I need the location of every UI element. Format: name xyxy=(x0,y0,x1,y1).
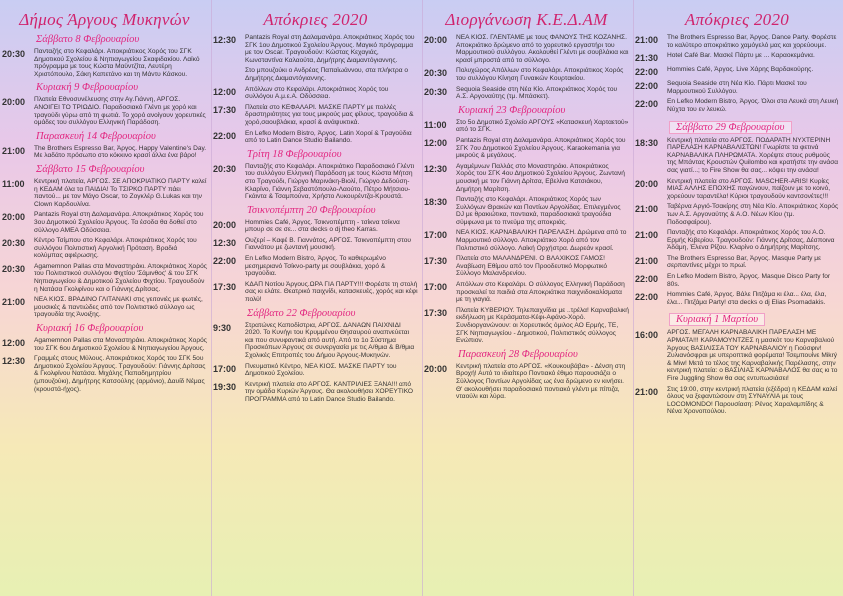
event-time: 17:00 xyxy=(424,230,448,241)
event-item xyxy=(635,34,839,49)
event-time: 18:30 xyxy=(635,137,659,148)
event-time: 20:30 xyxy=(424,86,448,97)
event-description: Pantazis Royal στη Δαλαμανάρα. Αποκριάτικος Χορός του 3ου Δημοτικού Σχολείου Άργους. Τα έσοδα θα δοθεί στο σύλλογο ΑΜΕΑ Οδύσσεια. xyxy=(34,211,204,234)
event-time: 20:00 xyxy=(424,363,448,374)
day-heading: Κυριακή 9 Φεβρουαρίου xyxy=(36,82,139,94)
column-title: Δήμος Άργους Μυκηνών xyxy=(19,10,190,29)
event-item xyxy=(424,34,629,64)
event-description: En Lefko Modern Bistro, Άργος. Masque Disco Party for 80s. xyxy=(667,273,831,288)
column-4 xyxy=(633,0,843,596)
event-time: 20:30 xyxy=(2,263,26,274)
event-time: 17:00 xyxy=(213,363,237,374)
event-time: 21:00 xyxy=(635,35,659,45)
event-item xyxy=(213,163,418,201)
event-description: Πλατεία ΚΥΒΕΡΙΟΥ. Τηλεπαιχνίδια με ..τρέλα! Καρναβαλική εκδήλωση με Κεράσματα-Κέφι-Αφάνο-Χορό. Συνδιοργανώνουν: οι Χορευτικός όμιλος ΑΟ Ερμής, ΤΕ, ΣΓΚ Νηπιαγωγείου - Δημοτικού, Πολιτιστικός σύλλογος Ενώπιον. xyxy=(456,306,629,345)
event-time: 20:30 xyxy=(2,49,26,59)
event-description: Πνευματικό Κέντρο, ΝΕΑ ΚΙΟΣ. ΜΑΣΚΕ ΠΑΡΤΥ του Δημοτικού Σχολείου. xyxy=(245,362,397,378)
event-description: Agamemnon Pallas στα Μοναστηράκι. Αποκριάτικος Χορός του Πολιτιστικού συλλόγου Φιχτίου 'Σάμινθος' & του ΣΓΚ Νηπιαγωγείου & Δημοτικού Σχολείου Φιχτίου. Τραγουδούν η Νατάσα Γκολφίνου και ο Γιάννης Δρίτσας. xyxy=(34,262,207,293)
event-description: Κέντρο Τσίμπου στο Κεφαλάρι. Αποκριάτικος Χορός του συλλόγου Πολιτιστική Αργολική Πρόταση. Βραδιά κολύμπας αφιέρωσης. xyxy=(34,237,197,260)
event-time: 17:30 xyxy=(213,104,237,115)
event-description: The Brothers Espresso Bar, Άργος. Masque Party με σερπαντίνες μέχρι το πρωί. xyxy=(667,254,822,270)
event-item xyxy=(635,386,839,416)
day-heading: Κυριακή 16 Φεβρουαρίου xyxy=(36,323,144,335)
event-time: 20:30 xyxy=(213,163,237,174)
event-time: 17:00 xyxy=(424,282,448,293)
event-description: Κεντρική πλατεία στο ΑΡΓΟΣ. MASCHER-ARIS! Κυρίες ΜΙΑΣ ΑΛΛΗΣ ΕΠΟΧΗΣ παγώνουν, παίζουν με το κοινό, χορεύουν ταραντέλα! Κύριοι τραγουδούν καντσονέτες!!! xyxy=(667,177,831,200)
event-item xyxy=(2,145,207,160)
event-item xyxy=(635,255,839,270)
event-time: 18:30 xyxy=(424,197,448,208)
event-description: Πλατεία στο ΚΕΦΑΛΑΡΙ. ΜΑΣΚΕ ΠΑΡΤΥ με πολλές δραστηριότητες για τους μικρούς μας φίλους, τραγούδια & χορό,σαουβλάκια, κρασί & ανάψυκτικά. xyxy=(245,103,414,126)
event-description: Στο μπουζούκι ο Ανδρέας Παπαϊωάννου, στα πλήκτρα ο Δημήτρης Διαμαντόγιαννης. xyxy=(245,67,409,82)
event-description: Απόλλων στο Κεφαλάρι. Αποκριάτικος Χορός του συλλόγου Α.μ.ε.Α. Οδύσσεια. xyxy=(245,85,389,101)
column-1 xyxy=(0,0,211,596)
event-time xyxy=(213,67,245,82)
event-description: Sequoia Seaside στη Νέα Κίο. Αποκριάτικος Χορός του Α.Σ. Αργοναύτης (τμ. Μπάσκετ). xyxy=(456,85,618,101)
event-time: 17:30 xyxy=(213,281,237,292)
event-time: 11:00 xyxy=(2,178,25,189)
event-time: 22:00 xyxy=(635,292,659,303)
event-time: 21:00 xyxy=(635,255,659,266)
event-description: Ταβέρνα Αργιό-Τσακίρης στη Νέα Κίο. Αποκριάτικος Χορός των Α.Σ. Αργοναύτης & Α.Ο. Νέων Κίου (τμ. Ποδοσφαίρου). xyxy=(667,203,839,226)
event-time: 20:30 xyxy=(424,68,448,79)
event-item xyxy=(635,291,839,306)
event-time: 12:30 xyxy=(213,35,237,45)
event-item xyxy=(635,178,839,201)
event-time: 22:00 xyxy=(213,130,237,141)
event-description: Pantazis Royal στη Δαλαμανάρα. Αποκριάτικος Χορός του ΣΓΚ 1ου Δημοτικού Σχολείου Άργους. Μαγικό πρόγραμμα με τον Oscar. Τραγουδούν: Κώστας Κεχαγιάς, Κωνσταντίνα Καλαούτα, Δημήτρης Διαμαντόγιαννης. xyxy=(245,34,415,64)
event-description: Hommies Café, Άργος. Βάλε Πιτζάμα κι έλα... έλα, έλα, έλα... Πιτζάμα Party! στα decks ο dj Elias Psomadakis. xyxy=(667,291,827,306)
event-description: Πλατεία στο ΜΑΛΑΝΔΡΕΝΙ. Ο ΒΛΑΧΙΚΟΣ ΓΑΜΟΣ! Αναβίωση Εθίμου από τον Προοδευτικό Μορφωτικό Σύλλογο Μαλανδρενίου. xyxy=(456,255,608,278)
event-item xyxy=(213,255,418,278)
event-time: 20:00 xyxy=(424,35,448,45)
event-item xyxy=(213,281,418,304)
event-time: 22:00 xyxy=(635,67,659,78)
day-heading: Κυριακή 23 Φεβρουαρίου xyxy=(458,104,566,116)
event-time: 21:00 xyxy=(635,230,659,241)
day-heading: Τρίτη 18 Φεβρουαρίου xyxy=(247,148,342,160)
event-time: 21:00 xyxy=(2,297,26,308)
event-description: Πολυχώρος Απόλλων στο Κεφαλάρι. Αποκριάτικος Χορός του συλλόγου Κίνηση Γυναικών Κουρτακίου. xyxy=(456,67,624,82)
event-description: Agamemnon Pallas στα Μοναστηράκι. Αποκριάτικος Χορός του ΣΓΚ 6ου Δημοτικού Σχολείου & Νηπιαγωγείου Άργους. xyxy=(34,337,207,352)
event-description: En Lefko Modern Bistro, Άργος. Όλοι στα Λευκά στη Λευκή Νύχτα του εν λευκώ. xyxy=(667,98,839,113)
event-time: 21:00 xyxy=(2,145,26,156)
event-description: ΝΕΑ ΚΙΟΣ. ΓΛΕΝΤΑΜΕ με τους ΦΑΝΟΥΣ ΤΗΣ ΚΟΖΑΝΗΣ. Αποκριάτικο δρώμενο από το χορευτικό εργαστήρι του Μαρμουτικού συλλόγου. Ακολουθεί Γλέντι με σουβλάκια και κρασί μπροστά από το σύλλογο. xyxy=(456,34,629,64)
event-item xyxy=(635,52,839,63)
event-time: 20:30 xyxy=(2,238,26,249)
event-time: 21:30 xyxy=(635,53,659,64)
event-item xyxy=(424,163,629,193)
event-description: Πανταζής στο Κεφαλάρι. Αποκριάτικο Παραδοσιακό Γλέντι του συλλόγου Ελληνική Παράδοση με τους Κώστα Μήτση στο Τραγούδι, Γιώργο Μαρινάκη-Βιολί, Γιώργο Δεδούση-Κλαρίνο, Γιάννη Σεβαστόπουλο-Λαούτο, Πέτρο Μήτσιου-Γκάιντα & Τσαμπούνα, Χρήστο Λυκουρέντζα-Κρουστά. xyxy=(245,162,415,201)
event-item xyxy=(424,137,629,160)
event-item xyxy=(424,67,629,82)
event-item xyxy=(635,137,839,175)
column-title: Απόκριες 2020 xyxy=(263,10,368,29)
column-2 xyxy=(211,0,422,596)
event-item xyxy=(213,237,418,252)
event-description: Στο 5ο Δημοτικό Σχολείο ΑΡΓΟΥΣ «Κατασκευή Χαρταετού» από το ΣΓΚ. xyxy=(456,118,629,134)
event-item xyxy=(213,322,418,360)
event-description: Κεντρική πλατεία στο ΑΡΓΟΣ. ΚΑΝΤΡΙΛΙΕΣ ΞΑΝΑ!!! από την ομάδα Κυριών Άργους. Θα ακολουθήσει ΧΟΡΕΥΤΙΚΟ ΠΡΟΓΡΑΜΜΑ από το Latin Dance Studio Bailando. xyxy=(245,380,414,403)
column-title: Διοργάνωση Κ.Ε.Δ.ΑΜ xyxy=(445,10,608,29)
event-item xyxy=(635,229,839,252)
event-item xyxy=(635,329,839,382)
event-description: Hotel Café Bar. Μασκέ Πάρτυ με ... Καραοκεμάνια. xyxy=(667,52,815,60)
event-time: 17:30 xyxy=(424,256,448,267)
event-item xyxy=(2,355,207,393)
event-description: The Brothers Espresso Bar, Άργος. Dance Party. Φορέστε το καλύτερο αποκριάτικο χαμόγελό μας και χορεύουμε. xyxy=(667,34,837,49)
event-time: 12:30 xyxy=(424,163,448,174)
event-item xyxy=(424,196,629,226)
event-time: 12:00 xyxy=(424,137,448,148)
event-description: Στρατώνες Καποδίστρια, ΑΡΓΟΣ. ΔΑΝΑΩΝ ΠΑΙΧΝΙΔΙ 2020. Το Κυνήγι του Κρυμμένου Θησαυρού αναπνεύεται και που συνυφαντικά από αυτή. Από το 1ο Σύστημα Προσκόπων Άργους σε συνεργασία με τις Α/θμια & Β/θμια Σχολικές Επιτροπές του Δήμου Άργους-Μυκηνών. xyxy=(245,321,415,359)
event-item xyxy=(2,337,207,352)
event-item xyxy=(635,98,839,113)
event-item xyxy=(635,203,839,226)
event-time: 20:00 xyxy=(2,97,26,108)
event-time: 12:30 xyxy=(2,356,26,367)
event-description: Pantazis Royal στη Δαλαμανάρα. Αποκριάτικος Χορός του ΣΓΚ 7ου Δημοτικού Σχολείου Άργους. Karaokemania για μικρούς & μεγάλους. xyxy=(456,136,626,160)
event-item xyxy=(424,363,629,401)
event-item xyxy=(635,80,839,95)
day-heading: Παρασκευή 14 Φεβρουαρίου xyxy=(36,130,156,142)
event-item xyxy=(2,237,207,260)
event-item xyxy=(635,66,839,77)
day-heading: Παρασκευή 28 Φεβρουαρίου xyxy=(458,348,578,360)
event-item xyxy=(424,229,629,252)
event-item xyxy=(2,48,207,78)
event-time: 17:30 xyxy=(424,307,448,318)
event-item xyxy=(213,363,418,378)
event-description: Γραμμές στους Μύλους. Αποκριάτικος Χορός του ΣΓΚ 5ου Δημοτικού Σχολείου Άργους. Τραγουδούν: Γιάννης Δρίτσας & Γκολφίνου Νατάσα. Μιχάλης Παπαδημητρίου (μπουζούκι), Δημήτρης Κατσούλης (αρμόνιο), Δαυίδ Νέμας (κρουστά-ήχος). xyxy=(34,355,206,393)
day-heading: Σάββατο 15 Φεβρουαρίου xyxy=(36,163,145,175)
event-description: ΝΕΑ ΚΙΟΣ. ΒΡΑΔΙΝΟ ΓΛΙΤΑΝΑΚΙ στις γειτονιές με φωτιές, μουσικές & παντιώδες από τον Πολιτιστικό σύλλογο ως τραγουδία της Άνοιξης. xyxy=(34,296,203,319)
event-item xyxy=(424,86,629,101)
event-description: Hommies Café, Άργος. Τσικνοπέμπτη - τσίκνα τσίκνα μπουρ σε σε σε... στα decks ο dj theo Karras. xyxy=(245,218,400,234)
event-description: ΝΕΑ ΚΙΟΣ. ΚΑΡΝΑΒΑΛΙΚΗ ΠΑΡΕΛΑΣΗ. Δρώμενα από το Μαρμουτικό σύλλογο. Αποκριάτικο Χορό από τον Πολιτιστικό σύλλογο. Λαϊκή Ορχήστρα. Δωρεάν κρασί. xyxy=(456,229,627,252)
event-time: 16:00 xyxy=(635,330,659,341)
event-description: Ουζερί – Καφέ Β. Γιαννάτος, ΑΡΓΟΣ. Τσικνοπέμπτη στου Γιαννάτου με ζωντανή μουσική. xyxy=(245,236,412,252)
event-time: 22:00 xyxy=(213,256,237,267)
event-description: ΑΡΓΟΣ. ΜΕΓΑΛΗ ΚΑΡΝΑΒΑΛΙΚΗ ΠΑΡΕΛΑΣΗ ΜΕ ΑΡΜΑΤΑ!!! ΚΑΡΑΜΟΥΝΤΖΕΣ η μασκότ του Καρναβαλιού Άργους ΒΑΣΙΛΙΣΣΑ ΤΟΥ ΚΑΡΝΑΒΑΛΙΟΥ η Γιούσφιν! Ζυλιανόσφραι με υπεροπτικά φορέματα! Τσεμπουίνε Mikrý & Miw! Μετά το τέλος της Καρναβαλικής Παρέλασης, στην κεντρική πλατεία: ο ΒΑΣΙΛΙΑΣ ΚΑΡΝΑΒΑΛΟΣ θα σας κι το Fire Juggling Show θα σας εντυπωσιάσει! xyxy=(667,329,838,382)
event-time: 20:00 xyxy=(213,219,237,230)
event-item xyxy=(2,96,207,126)
column-3 xyxy=(422,0,633,596)
day-heading: Σάββατο 8 Φεβρουαρίου xyxy=(36,34,140,45)
day-heading: Σάββατο 29 Φεβρουαρίου xyxy=(669,121,792,134)
day-heading: Σάββατο 22 Φεβρουαρίου xyxy=(247,307,356,319)
event-time: 11:00 xyxy=(424,119,447,130)
event-item xyxy=(213,381,418,404)
event-item xyxy=(213,104,418,127)
event-item xyxy=(213,34,418,64)
event-description: Αγαμέμνων Παλλάς στο Μοναστηράκι. Αποκριάτικος Χορός του ΣΓΚ 4ου Δημοτικού Σχολείου Άργους. Ζωντανή μουσική με τον Γιάννη Δρίτσα, Εβελίνα Κατσιάκου, Δημήτρη Μαρίτση. xyxy=(456,162,625,193)
event-time: 21:00 xyxy=(635,204,659,215)
event-item xyxy=(2,178,207,208)
event-time: 9:30 xyxy=(213,322,232,333)
event-time: 12:30 xyxy=(213,237,237,248)
event-item xyxy=(213,130,418,145)
event-description: Πανταζής στο Κεφαλάρι. Αποκριάτικος Χορός των Συλλόγων Θρακών και Ποντίων Αργολίδας. Επιλεγμένος DJ με θρακιώτικα, ποντιακά, παραδοσιακά τραγούδια σύμφωνα με το πνεύμα της αποκριάς. xyxy=(456,196,621,226)
event-description: En Lefko Modern Bistro, Άργος. Latin Χοροί & Τραγούδια από το Latin Dance Studio Bailando. xyxy=(245,129,412,145)
event-description: Κεντρική πλατεία στο ΑΡΓΟΣ. «Κουκουβάβα» - Δένση στη Βροχή! Αυτό το ιδιαίτερο Ποντιακό έθιμο παρουσιάζει ο Σύλλογος Ποντίων Αργολίδας ως ένα δρώμενο εν κινήσει. Θ' ακολουθήσει παραδοσιακό ποντιακό γλέντι με πίπιζα, νταούλι και λύρα. xyxy=(456,362,626,401)
event-item xyxy=(213,67,418,82)
event-description: ΚΔΑΠ Νοτίου Άργους.ΩΡΑ ΓΙΑ ΠΑΡΤΥ!!! Φορέστε τη στολή σας κι ελάτε. Θεατρικό παιχνίδι, κατασκευές, χορός και κέφι πολύ! xyxy=(245,280,418,304)
day-heading: Κυριακή 1 Μαρτίου xyxy=(669,313,765,326)
event-time: 22:00 xyxy=(635,99,659,110)
event-item xyxy=(213,219,418,234)
event-item xyxy=(2,263,207,293)
event-description: Πλατεία Εθνοσυνέλευσης στην Αγ.Γιάννη, ΑΡΓΟΣ. ΑΝΟΙΓΕΙ ΤΟ ΤΡΙΩΔΙΟ. Παραδοσιακό Γλέντι με χορό και τραγούδι γύρω από τη φωτιά. Το χορό ανοίγουν χορευτικές ομάδες του συλλόγου Ελληνική Παράδοση. xyxy=(34,96,206,127)
event-description: En Lefko Modern Bistro, Άργος. Το καθιερωμένο μεσημεριανό Τσίκνο-party με σουβλάκια, χορό & τραγούδια. xyxy=(245,255,386,278)
event-time: 20:00 xyxy=(2,212,26,223)
event-description: Κεντρική πλατεία στο ΑΡΓΟΣ. ΠΟΔΑΡΑΤΗ ΝΥΧΤΕΡΙΝΗ ΠΑΡΕΛΑΣΗ ΚΑΡΝΑΒΑΛΙΣΤΩΝ! Γνωρίστε τα φετινά ΚΑΡΝΑΒΑΛΙΚΑ ΠΛΗΡΩΜΑΤΑ. Χορέψτε στους ρυθμούς της Μπάντας Κρουστών Quilombo και κρατήστε την ανάσα σας γιατί...; το Fire Show θα σας... κόψει την ανάσα! xyxy=(667,136,839,174)
event-item xyxy=(424,255,629,278)
event-time: 22:00 xyxy=(635,274,659,285)
event-item xyxy=(424,281,629,304)
event-time: 21:00 xyxy=(635,386,659,397)
event-item xyxy=(213,86,418,101)
event-item xyxy=(424,119,629,134)
event-description: Hommies Café, Άργος. Live Χάρης Βαρδακούρης. xyxy=(667,66,814,74)
column-title: Απόκριες 2020 xyxy=(684,10,790,29)
event-item xyxy=(2,296,207,319)
event-description: Sequoia Seaside στη Νέα Κίο. Πάρτι Μασκέ του Μαρμουτικού Συλλόγου. xyxy=(667,80,807,95)
event-description: Απόλλων στο Κεφαλάρι. Ο σύλλογος Ελληνική Παράδοση προσκαλεί τα παιδιά στα Αποκριάτικα παιχνιδοκαλίσματα με τη γιαγιά. xyxy=(456,281,625,304)
event-description: Πανταζής στο Κεφαλάρι. Αποκριάτικος Χορός του ΣΓΚ Δημοτικού Σχολείου & Νηπιαγωγείου Σκαφιδακίου. Λαϊκό πρόγραμμα με τους Κώστα Μαϋντζίτα, Λευτέρη Χριστόπουλο, Σάκη Καπετάνο και τη Μάντυ Κάσκου. xyxy=(34,48,200,78)
event-time: 22:00 xyxy=(635,81,659,92)
event-time: 19:30 xyxy=(213,381,237,392)
event-description: Πανταζής στο Κεφαλάρι. Αποκριάτικος Χορός του Α.Ο. Ερμής Κιβερίου. Τραγουδούν: Γιάννης Δρίτσας, Δέσποινα Άδάμη, Έλενα Ρίζου. Κλαρίνο ο Δημήτρης Μαρίτσης. xyxy=(667,229,835,252)
event-time: 20:00 xyxy=(635,178,659,189)
event-time: 12:00 xyxy=(213,86,237,97)
event-item xyxy=(2,211,207,234)
event-time: 12:00 xyxy=(2,338,26,349)
event-item xyxy=(635,273,839,288)
event-description: Στις 19:00, στην κεντρική πλατεία (εξέδρα) η ΚΕΔΑΜ καλεί όλους να ξεφαντώσουν στη ΣΥΝΑΥΛΙΑ με τους LOCOMONDO! Παρουσίαση: Ρένος Χαραλαμπίδης & Νένα Χρονοπούλου. xyxy=(667,385,838,416)
event-item xyxy=(424,307,629,345)
event-description: Κεντρική πλατεία, ΑΡΓΟΣ. ΣΕ ΑΠΟΚΡΙΑΤΙΚΟ ΠΑΡΤΥ καλεί η ΚΕΔΑΜ όλα τα ΠΑΙΔΙΑ! Το ΤΣΙΡΚΟ ΠΑΡΤΥ πάει παντού... με τον Μάγο Oscar, το Ζογκλέρ G.Lukas και την Clown Καρδουλίνα. xyxy=(34,177,207,208)
event-description: The Brothers Espresso Bar, Άργος. Happy Valentine's Day. Με λαδάτο πρόσωπο στο κόκκινο κρασί άλλα ένα βάρο! xyxy=(34,144,207,160)
day-heading: Τσικνοπέμπτη 20 Φεβρουαρίου xyxy=(247,204,376,216)
